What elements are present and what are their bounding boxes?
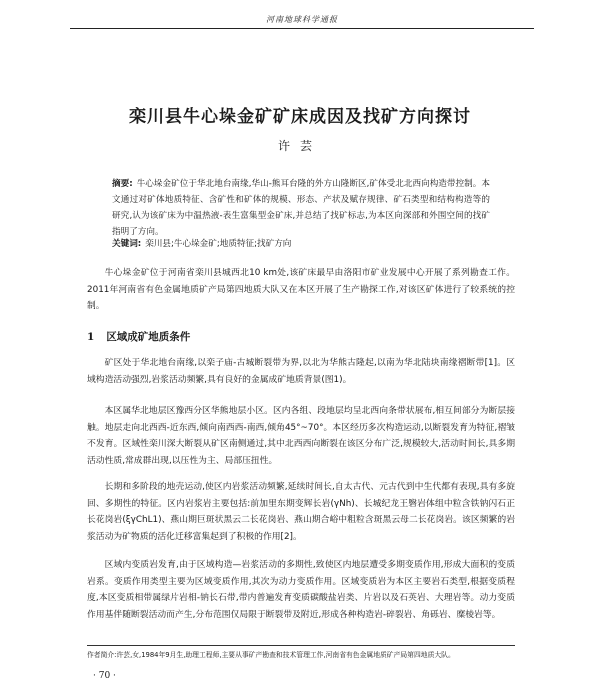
keywords-text: 栾川县;牛心垛金矿;地质特征;找矿方向 [145, 239, 292, 249]
body-paragraph: 区域内变质岩发育,由于区域构造—岩浆活动的多期性,致使区内地层遭受多期变质作用,形成大面积的变质岩系。变质作用类型主要为区域变质作用,其次为动力变质作用。区域变质岩为本区主要岩石类型,根据变质程度,本区变质相带属绿片岩相-钠长石带,带内普遍发育变质碳酸盐岩类、片岩以及石英岩、大理岩等。动力变质作用基伴随断裂活动而产生,分布范围仅局限于断裂带及附近,形成各种构造岩-碎裂岩、角砾岩、糜棱岩等。 [87, 560, 515, 620]
section-title: 区域成矿地质条件 [106, 331, 191, 343]
author-footnote: 作者简介:许芸,女,1984年9月生,助理工程师,主要从事矿产勘查和技术管理工作,河南省有色金属地质矿产局第四地质大队。 [87, 651, 455, 659]
section-number: 1 [87, 331, 95, 343]
keywords [112, 236, 490, 252]
page-number: · 70 · [93, 671, 116, 681]
journal-name: 河南地球科学通报 [266, 15, 338, 24]
author-name: 许芸 [277, 139, 322, 153]
abstract [112, 176, 490, 240]
body-paragraph: 本区属华北地层区豫西分区华熊地层小区。区内各组、段地层均呈北西向条带状展布,相互间部分为断层接触。地层走向北西西-近东西,倾向南西西-南西,倾角45°~70°。本区经历多次构造运动,以断裂发育为特征,褶皱不发育。区域性栾川深大断裂从矿区南侧通过,其中北西西向断裂在该区分布广泛,规模较大,活动时间长,具多期活动性质,常成群出现,以压性为主、局部压扭性。 [87, 406, 515, 466]
abstract-text: 牛心垛金矿位于华北地台南缘,华山-熊耳台隆的外方山隆断区,矿体受北北西向构造带控制。本文通过对矿体地质特征、含矿性和矿体的规模、形态、产状及赋存规律、矿石类型和结构构造等的研究,认为该矿床为中温热液-表生富集型金矿床,并总结了找矿标志,为本区向深部和外围空间的找矿指明了方向。 [112, 179, 490, 237]
body-paragraph: 矿区处于华北地台南缘,以栾子庙-古城断裂带为界,以北为华熊古隆起,以南为华北陆块南缘褶断带[1]。区域构造活动强烈,岩浆活动频繁,具有良好的金属成矿地质背景(图1)。 [87, 358, 515, 385]
section-heading [87, 329, 190, 344]
intro-paragraph: 牛心垛金矿位于河南省栾川县城西北10 km处,该矿床最早由洛阳市矿业发展中心开展了系列勘查工作。2011年河南省有色金属地质矿产局第四地质大队又在本区开展了生产勘探工作,对该区矿体进行了较系统的控制。 [87, 268, 515, 311]
footnote-divider [87, 645, 515, 646]
running-header [70, 14, 534, 29]
body-paragraph: 长期和多阶段的地壳运动,使区内岩浆活动频繁,延续时间长,自太古代、元古代到中生代都有表现,具有多旋回、多期性的特征。区内岩浆岩主要包括:前加里东期变辉长岩(γNh)、长城纪龙王䃜岩体组中粒含铁钠闪石正长花岗岩(ξγChL1)、燕山期巨斑状黑云二长花岗岩、燕山期合峪中粗粒含斑黑云母二长花岗岩。该区频繁的岩浆活动为矿物质的活化迁移富集起到了积极的作用[2]。 [87, 482, 515, 542]
keywords-label: 关键词: [112, 239, 142, 249]
abstract-label: 摘要: [112, 179, 133, 189]
article-title: 栾川县牛心垛金矿矿床成因及找矿方向探讨 [129, 107, 471, 128]
